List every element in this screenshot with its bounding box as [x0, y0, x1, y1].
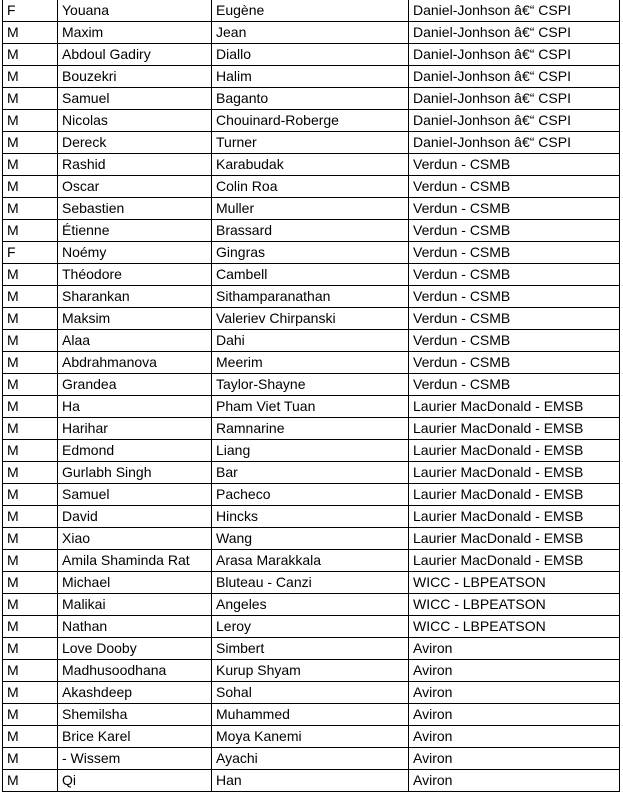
- gender-cell: M: [3, 286, 58, 308]
- first-name-cell: Samuel: [58, 88, 212, 110]
- table-row: [3, 110, 620, 132]
- table-row: [3, 176, 620, 198]
- school-cell: Daniel-Jonhson â€“ CSPI: [409, 0, 620, 22]
- gender-cell: M: [3, 770, 58, 792]
- last-name-cell: Arasa Marakkala: [212, 550, 409, 572]
- table-row: [3, 638, 620, 660]
- gender-cell: M: [3, 374, 58, 396]
- table-row: [3, 66, 620, 88]
- table-row: [3, 682, 620, 704]
- last-name-cell: Muhammed: [212, 704, 409, 726]
- school-cell: Laurier MacDonald - EMSB: [409, 440, 620, 462]
- table-row: [3, 22, 620, 44]
- first-name-cell: Rashid: [58, 154, 212, 176]
- table-row: [3, 330, 620, 352]
- gender-cell: F: [3, 0, 58, 22]
- school-cell: Laurier MacDonald - EMSB: [409, 484, 620, 506]
- last-name-cell: Meerim: [212, 352, 409, 374]
- first-name-cell: Noémy: [58, 242, 212, 264]
- first-name-cell: Maksim: [58, 308, 212, 330]
- school-cell: Daniel-Jonhson â€“ CSPI: [409, 22, 620, 44]
- school-cell: Aviron: [409, 704, 620, 726]
- last-name-cell: Turner: [212, 132, 409, 154]
- first-name-cell: Sebastien: [58, 198, 212, 220]
- school-cell: Daniel-Jonhson â€“ CSPI: [409, 88, 620, 110]
- last-name-cell: Ayachi: [212, 748, 409, 770]
- school-cell: Laurier MacDonald - EMSB: [409, 506, 620, 528]
- gender-cell: M: [3, 462, 58, 484]
- last-name-cell: Moya Kanemi: [212, 726, 409, 748]
- last-name-cell: Muller: [212, 198, 409, 220]
- gender-cell: M: [3, 550, 58, 572]
- last-name-cell: Pacheco: [212, 484, 409, 506]
- table-row: [3, 396, 620, 418]
- gender-cell: M: [3, 220, 58, 242]
- table-row: [3, 0, 620, 22]
- last-name-cell: Bluteau - Canzi: [212, 572, 409, 594]
- first-name-cell: Gurlabh Singh: [58, 462, 212, 484]
- gender-cell: M: [3, 484, 58, 506]
- first-name-cell: Dereck: [58, 132, 212, 154]
- gender-cell: M: [3, 264, 58, 286]
- gender-cell: M: [3, 44, 58, 66]
- school-cell: Aviron: [409, 748, 620, 770]
- school-cell: Verdun - CSMB: [409, 286, 620, 308]
- last-name-cell: Simbert: [212, 638, 409, 660]
- last-name-cell: Valeriev Chirpanski: [212, 308, 409, 330]
- last-name-cell: Halim: [212, 66, 409, 88]
- first-name-cell: Sharankan: [58, 286, 212, 308]
- table-row: [3, 352, 620, 374]
- school-cell: Daniel-Jonhson â€“ CSPI: [409, 132, 620, 154]
- gender-cell: M: [3, 440, 58, 462]
- table-row: [3, 440, 620, 462]
- table-row: [3, 154, 620, 176]
- table-row: [3, 484, 620, 506]
- table-row: [3, 726, 620, 748]
- gender-cell: M: [3, 396, 58, 418]
- gender-cell: M: [3, 638, 58, 660]
- first-name-cell: Madhusoodhana: [58, 660, 212, 682]
- school-cell: Verdun - CSMB: [409, 242, 620, 264]
- school-cell: Verdun - CSMB: [409, 264, 620, 286]
- last-name-cell: Jean: [212, 22, 409, 44]
- gender-cell: M: [3, 572, 58, 594]
- table-row: [3, 286, 620, 308]
- table-row: [3, 462, 620, 484]
- school-cell: Verdun - CSMB: [409, 176, 620, 198]
- last-name-cell: Eugène: [212, 0, 409, 22]
- gender-cell: M: [3, 528, 58, 550]
- gender-cell: M: [3, 176, 58, 198]
- last-name-cell: Gingras: [212, 242, 409, 264]
- school-cell: WICC - LBPEATSON: [409, 572, 620, 594]
- table-row: [3, 132, 620, 154]
- table-row: [3, 242, 620, 264]
- school-cell: Aviron: [409, 638, 620, 660]
- gender-cell: M: [3, 154, 58, 176]
- school-cell: Laurier MacDonald - EMSB: [409, 462, 620, 484]
- gender-cell: M: [3, 506, 58, 528]
- gender-cell: M: [3, 704, 58, 726]
- last-name-cell: Bar: [212, 462, 409, 484]
- table-row: [3, 572, 620, 594]
- first-name-cell: Samuel: [58, 484, 212, 506]
- table-row: [3, 374, 620, 396]
- gender-cell: M: [3, 308, 58, 330]
- school-cell: Verdun - CSMB: [409, 154, 620, 176]
- last-name-cell: Liang: [212, 440, 409, 462]
- table-row: [3, 616, 620, 638]
- gender-cell: M: [3, 418, 58, 440]
- first-name-cell: Love Dooby: [58, 638, 212, 660]
- gender-cell: M: [3, 66, 58, 88]
- table-row: [3, 660, 620, 682]
- gender-cell: M: [3, 616, 58, 638]
- school-cell: WICC - LBPEATSON: [409, 594, 620, 616]
- table-row: [3, 748, 620, 770]
- last-name-cell: Chouinard-Roberge: [212, 110, 409, 132]
- first-name-cell: Brice Karel: [58, 726, 212, 748]
- table-row: [3, 704, 620, 726]
- first-name-cell: Nathan: [58, 616, 212, 638]
- first-name-cell: Shemilsha: [58, 704, 212, 726]
- first-name-cell: Étienne: [58, 220, 212, 242]
- school-cell: Laurier MacDonald - EMSB: [409, 550, 620, 572]
- first-name-cell: Michael: [58, 572, 212, 594]
- school-cell: Aviron: [409, 726, 620, 748]
- first-name-cell: Grandea: [58, 374, 212, 396]
- last-name-cell: Hincks: [212, 506, 409, 528]
- table-row: [3, 528, 620, 550]
- first-name-cell: Youana: [58, 0, 212, 22]
- gender-cell: F: [3, 242, 58, 264]
- first-name-cell: Akashdeep: [58, 682, 212, 704]
- first-name-cell: Malikai: [58, 594, 212, 616]
- school-cell: Verdun - CSMB: [409, 330, 620, 352]
- last-name-cell: Ramnarine: [212, 418, 409, 440]
- last-name-cell: Taylor-Shayne: [212, 374, 409, 396]
- gender-cell: M: [3, 726, 58, 748]
- school-cell: Laurier MacDonald - EMSB: [409, 418, 620, 440]
- gender-cell: M: [3, 330, 58, 352]
- table-row: [3, 88, 620, 110]
- first-name-cell: - Wissem: [58, 748, 212, 770]
- table-row: [3, 506, 620, 528]
- last-name-cell: Colin Roa: [212, 176, 409, 198]
- gender-cell: M: [3, 594, 58, 616]
- first-name-cell: Maxim: [58, 22, 212, 44]
- first-name-cell: Théodore: [58, 264, 212, 286]
- table-row: [3, 44, 620, 66]
- roster-table-body: [3, 0, 620, 792]
- gender-cell: M: [3, 132, 58, 154]
- last-name-cell: Brassard: [212, 220, 409, 242]
- roster-table: [2, 0, 620, 792]
- gender-cell: M: [3, 660, 58, 682]
- last-name-cell: Sithamparanathan: [212, 286, 409, 308]
- first-name-cell: Nicolas: [58, 110, 212, 132]
- school-cell: Daniel-Jonhson â€“ CSPI: [409, 66, 620, 88]
- school-cell: Laurier MacDonald - EMSB: [409, 396, 620, 418]
- last-name-cell: Han: [212, 770, 409, 792]
- gender-cell: M: [3, 748, 58, 770]
- table-row: [3, 264, 620, 286]
- first-name-cell: Oscar: [58, 176, 212, 198]
- first-name-cell: Harihar: [58, 418, 212, 440]
- first-name-cell: Edmond: [58, 440, 212, 462]
- school-cell: Aviron: [409, 682, 620, 704]
- table-row: [3, 418, 620, 440]
- last-name-cell: Sohal: [212, 682, 409, 704]
- last-name-cell: Wang: [212, 528, 409, 550]
- first-name-cell: Alaa: [58, 330, 212, 352]
- first-name-cell: Abdoul Gadiry: [58, 44, 212, 66]
- school-cell: Daniel-Jonhson â€“ CSPI: [409, 110, 620, 132]
- first-name-cell: Ha: [58, 396, 212, 418]
- last-name-cell: Diallo: [212, 44, 409, 66]
- last-name-cell: Angeles: [212, 594, 409, 616]
- table-row: [3, 308, 620, 330]
- school-cell: Verdun - CSMB: [409, 198, 620, 220]
- first-name-cell: Bouzekri: [58, 66, 212, 88]
- gender-cell: M: [3, 22, 58, 44]
- first-name-cell: Qi: [58, 770, 212, 792]
- table-row: [3, 770, 620, 792]
- gender-cell: M: [3, 352, 58, 374]
- last-name-cell: Karabudak: [212, 154, 409, 176]
- first-name-cell: Abdrahmanova: [58, 352, 212, 374]
- school-cell: Verdun - CSMB: [409, 308, 620, 330]
- table-row: [3, 594, 620, 616]
- table-row: [3, 220, 620, 242]
- school-cell: Verdun - CSMB: [409, 352, 620, 374]
- school-cell: Verdun - CSMB: [409, 220, 620, 242]
- first-name-cell: David: [58, 506, 212, 528]
- last-name-cell: Dahi: [212, 330, 409, 352]
- last-name-cell: Cambell: [212, 264, 409, 286]
- school-cell: Verdun - CSMB: [409, 374, 620, 396]
- school-cell: Aviron: [409, 660, 620, 682]
- gender-cell: M: [3, 88, 58, 110]
- first-name-cell: Amila Shaminda Rat: [58, 550, 212, 572]
- table-row: [3, 550, 620, 572]
- school-cell: WICC - LBPEATSON: [409, 616, 620, 638]
- gender-cell: M: [3, 110, 58, 132]
- school-cell: Laurier MacDonald - EMSB: [409, 528, 620, 550]
- first-name-cell: Xiao: [58, 528, 212, 550]
- gender-cell: M: [3, 198, 58, 220]
- last-name-cell: Pham Viet Tuan: [212, 396, 409, 418]
- gender-cell: M: [3, 682, 58, 704]
- last-name-cell: Baganto: [212, 88, 409, 110]
- last-name-cell: Leroy: [212, 616, 409, 638]
- table-row: [3, 198, 620, 220]
- school-cell: Daniel-Jonhson â€“ CSPI: [409, 44, 620, 66]
- last-name-cell: Kurup Shyam: [212, 660, 409, 682]
- school-cell: Aviron: [409, 770, 620, 792]
